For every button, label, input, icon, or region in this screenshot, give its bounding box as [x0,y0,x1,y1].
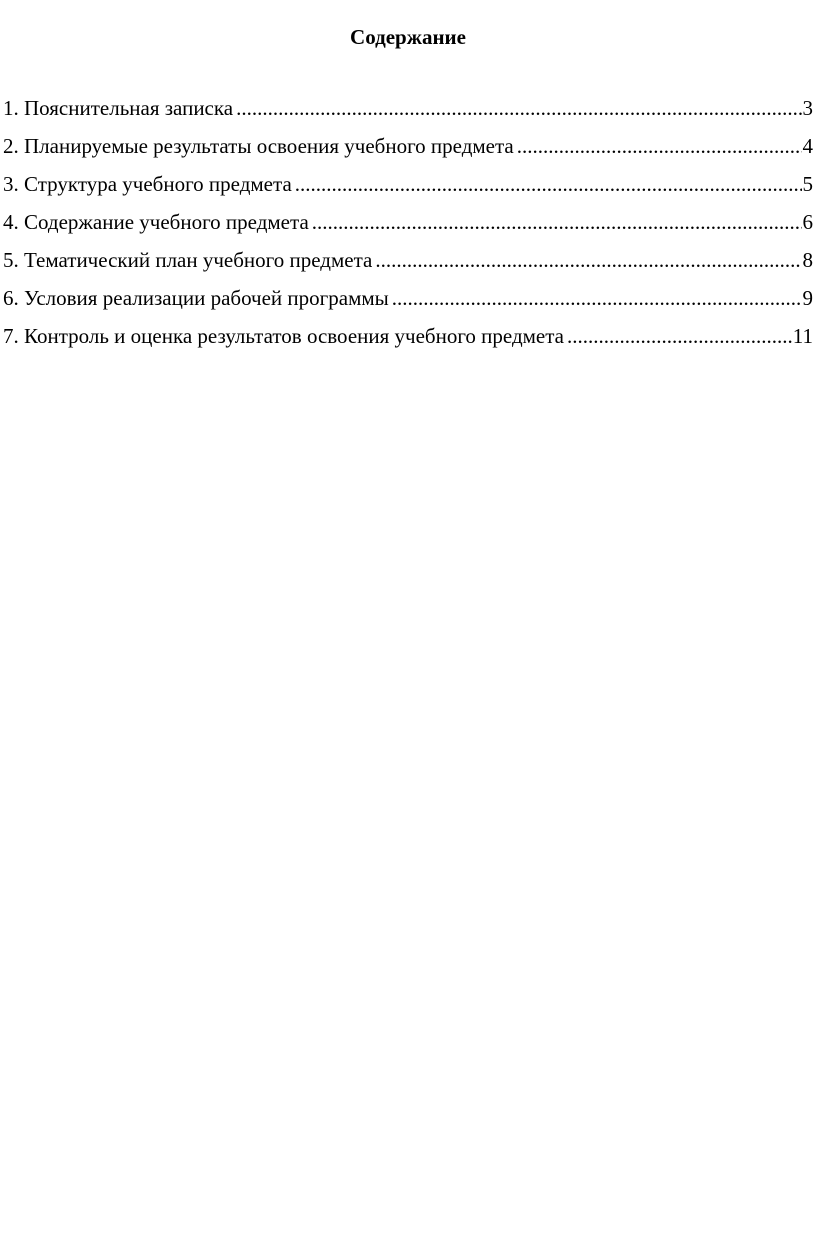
toc-entry-number: 4. [3,210,19,234]
toc-entry [3,131,813,169]
toc-page-number: 5 [802,172,813,196]
toc-entry [3,321,813,359]
table-of-contents [3,93,813,359]
toc-entry-number: 3. [3,172,19,196]
toc-dot-leader [517,131,802,161]
toc-dot-leader [375,245,801,275]
toc-entry-number: 5. [3,248,19,272]
toc-page-number: 6 [802,210,813,234]
toc-entry-label: Планируемые результаты освоения учебного предмета [24,134,514,158]
toc-entry [3,93,813,131]
toc-entry-title [3,207,309,237]
toc-entry-number: 2. [3,134,19,158]
toc-dot-leader [392,283,802,313]
toc-dot-leader [567,321,792,351]
toc-dot-leader [312,207,802,237]
toc-page-number: 3 [802,96,813,120]
toc-entry-label: Тематический план учебного предмета [24,248,373,272]
toc-entry-title [3,131,514,161]
toc-dot-leader [236,93,801,123]
toc-page-number: 11 [792,324,813,348]
toc-page-number: 9 [802,286,813,310]
toc-entry-title [3,321,564,351]
toc-entry-label: Содержание учебного предмета [24,210,309,234]
toc-entry-title [3,93,233,123]
toc-entry [3,169,813,207]
toc-dot-leader [295,169,802,199]
toc-entry-title [3,283,389,313]
toc-entry-number: 1. [3,96,19,120]
toc-entry-number: 7. [3,324,19,348]
toc-entry-label: Контроль и оценка результатов освоения учебного предмета [24,324,565,348]
toc-entry [3,283,813,321]
toc-entry [3,207,813,245]
toc-entry-title [3,245,372,275]
toc-page-number: 8 [802,248,813,272]
toc-entry-number: 6. [3,286,19,310]
toc-entry-label: Структура учебного предмета [24,172,292,196]
toc-entry-label: Условия реализации рабочей программы [24,286,389,310]
toc-entry-label: Пояснительная записка [24,96,234,120]
toc-page-number: 4 [802,134,813,158]
toc-entry [3,245,813,283]
page-title: Содержание [350,25,466,49]
toc-entry-title [3,169,292,199]
